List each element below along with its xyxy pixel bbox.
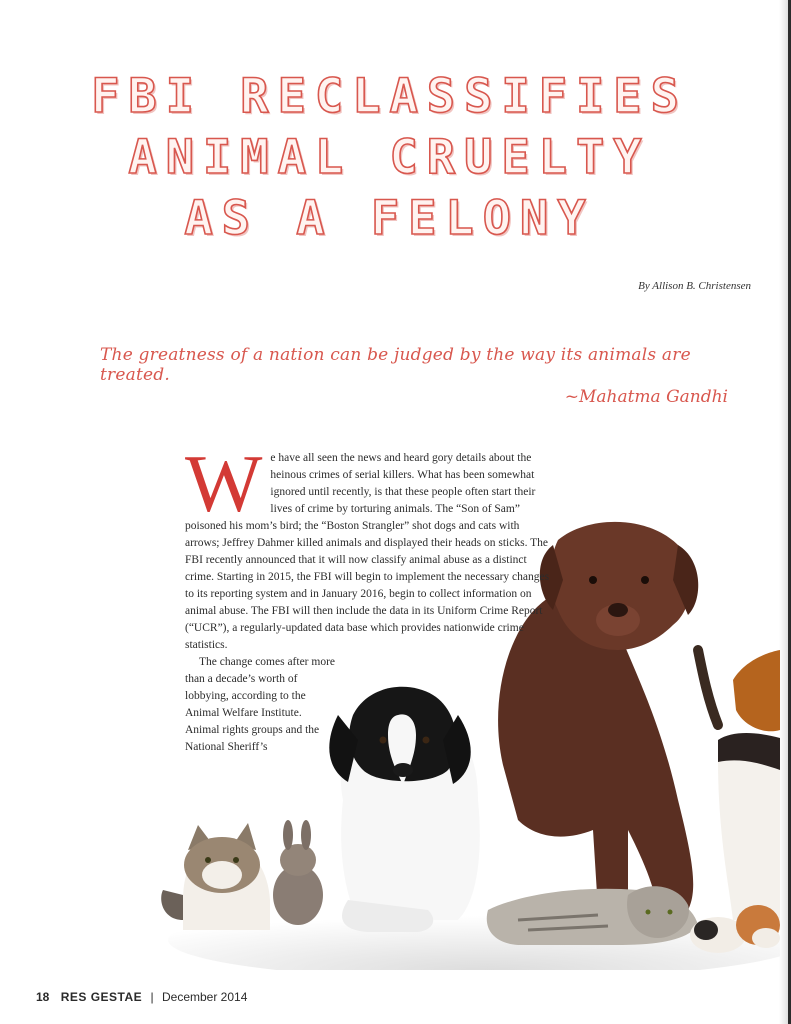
page-footer bbox=[36, 990, 247, 1004]
footer-separator: | bbox=[150, 990, 154, 1004]
quote-author: ~Mahatma Gandhi bbox=[564, 387, 728, 407]
tabby-cat bbox=[161, 823, 270, 930]
article-body bbox=[185, 438, 555, 756]
lying-cat bbox=[487, 886, 698, 945]
headline-line-1: FBI RECLASSIFIES bbox=[91, 69, 688, 124]
article-paragraph-1: e have all seen the news and heard gory details about the heinous crimes of serial killers. What has been somewhat ignored until recently, is that these people often start their lives of crime by torturing animals. The “Son of Sam” poisoned his mom’s bird; the “Boston Strangler” shot dogs and cats with arrows; Jeffrey Dahmer killed animals and displayed their heads on sticks. The FBI recently announced that it will now classify animal abuse as a distinct crime. Starting in 2015, the FBI will begin to implement the necessary changes to its reporting system and in January 2016, begin to collect information on animal abuse. The FBI will then include the data in its Uniform Crime Report (“UCR”), a regularly-updated data base which provides nationwide crime statistics. bbox=[185, 452, 550, 651]
headline bbox=[0, 66, 779, 249]
pull-quote bbox=[100, 345, 730, 407]
headline-line-2: ANIMAL CRUELTY bbox=[128, 130, 651, 185]
magazine-name: RES GESTAE bbox=[60, 990, 143, 1004]
rabbit bbox=[273, 820, 323, 925]
page-number: 18 bbox=[36, 990, 50, 1004]
drop-cap: W bbox=[185, 438, 263, 529]
quote-text: The greatness of a nation can be judged by the way its animals are treated. bbox=[100, 345, 691, 385]
headline-line-3: AS A FELONY bbox=[184, 191, 595, 246]
byline: By Allison B. Christensen bbox=[638, 280, 751, 292]
issue-date: December 2014 bbox=[161, 990, 248, 1004]
article-paragraph-2: The change comes after more than a decade’s worth of lobbying, according to the Animal Welfare Institute. Animal rights groups and the National Sheriff’s bbox=[185, 656, 336, 753]
beagle-dog bbox=[698, 650, 780, 920]
page-edge bbox=[779, 0, 791, 1024]
